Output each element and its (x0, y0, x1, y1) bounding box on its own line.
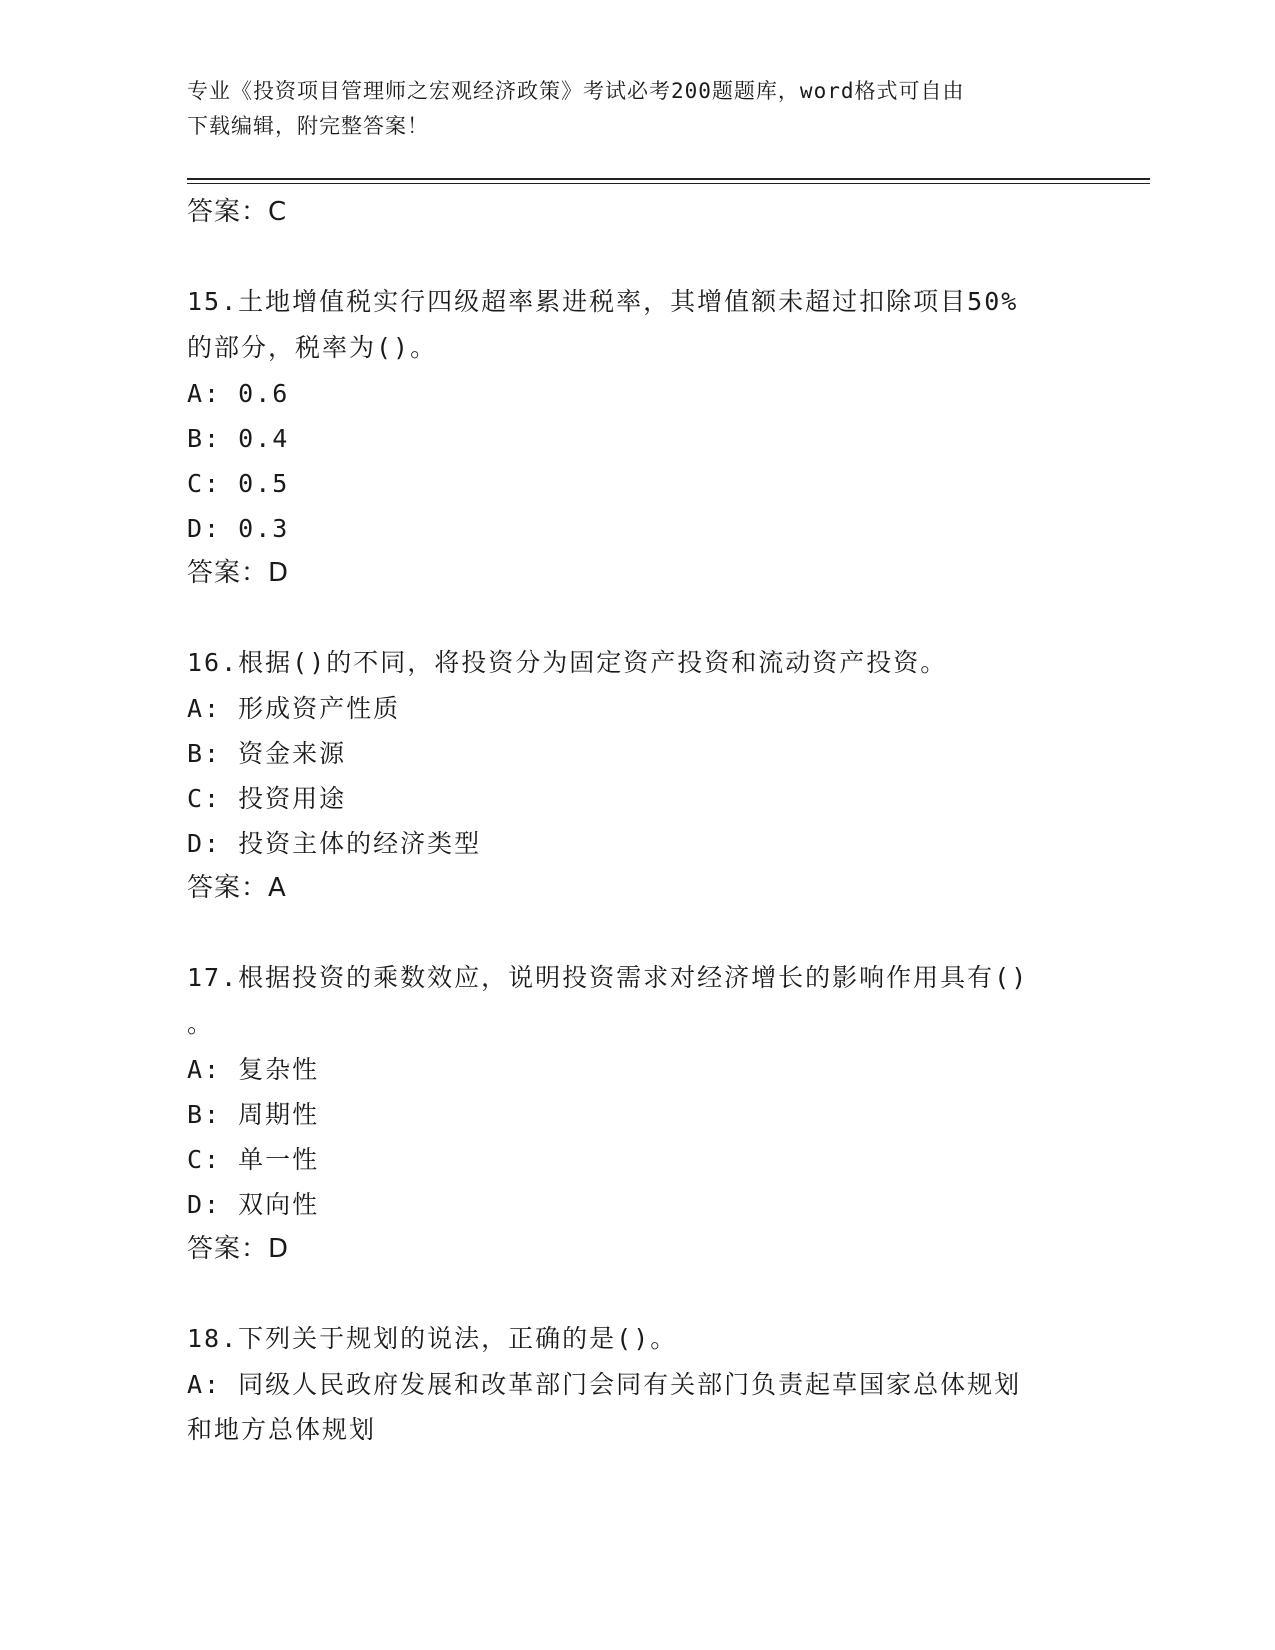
option-a: A: 形成资产性质 (187, 694, 401, 723)
answer-line: 答案：D (187, 558, 290, 588)
header-line-2: 下载编辑，附完整答案！ (187, 114, 429, 138)
option-c: C: 0.5 (187, 469, 290, 498)
option-a: A: 0.6 (187, 379, 290, 408)
question-stem: 18.下列关于规划的说法，正确的是()。 (187, 1324, 678, 1353)
option-c: C: 单一性 (187, 1145, 320, 1174)
question-list (187, 190, 1087, 1452)
option-a: A: 复杂性 (187, 1055, 320, 1084)
option-d: D: 0.3 (187, 514, 290, 543)
option-d: D: 投资主体的经济类型 (187, 829, 482, 858)
document-header (187, 74, 1067, 144)
question-stem: 的部分，税率为()。 (187, 333, 438, 362)
option-b: B: 周期性 (187, 1100, 320, 1129)
option-b: B: 资金来源 (187, 739, 347, 768)
question-16 (187, 640, 1087, 910)
option-d: D: 双向性 (187, 1190, 320, 1219)
question-17 (187, 955, 1087, 1271)
answer-line: 答案：D (187, 1234, 290, 1264)
answer-line: 答案：A (187, 873, 287, 903)
question-stem: 15.土地增值税实行四级超率累进税率，其增值额未超过扣除项目50% (187, 287, 1019, 316)
question-18 (187, 1316, 1087, 1452)
option-c: C: 投资用途 (187, 784, 347, 813)
question-stem: 。 (187, 1009, 215, 1038)
answer-line: 答案：C (187, 197, 288, 227)
header-rule-thin (187, 183, 1150, 184)
question-stem: 16.根据()的不同，将投资分为固定资产投资和流动资产投资。 (187, 648, 948, 677)
option-a-continued: 和地方总体规划 (187, 1415, 377, 1444)
question-15 (187, 279, 1087, 595)
option-b: B: 0.4 (187, 424, 290, 453)
question-stem: 17.根据投资的乘数效应，说明投资需求对经济增长的影响作用具有() (187, 963, 1029, 992)
option-a: A: 同级人民政府发展和改革部门会同有关部门负责起草国家总体规划 (187, 1370, 1022, 1399)
header-rule-thick (187, 178, 1150, 180)
header-line-1: 专业《投资项目管理师之宏观经济政策》考试必考200题题库，word格式可自由 (187, 79, 965, 103)
